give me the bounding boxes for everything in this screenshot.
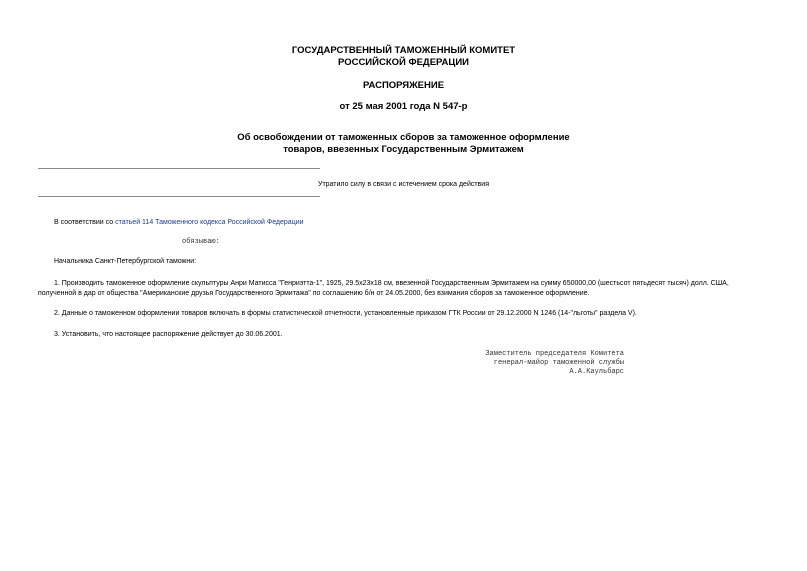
agency-name-line2: РОССИЙСКОЙ ФЕДЕРАЦИИ (337, 57, 469, 68)
signature-name: А.А.Каульбарс (569, 368, 624, 376)
item2-paragraph: 2. Данные о таможенном оформлении товаров включать в формы статистической отчетности, установленные приказом ГТК России от 29.12.2000 N 1246 (14-"льготы" раздела V). (54, 310, 637, 317)
document-type: РАСПОРЯЖЕНИЕ (362, 80, 445, 91)
signature-position: Заместитель председателя Комитета (485, 350, 624, 358)
code-article-link[interactable]: статьей 114 Таможенного кодекса Российской Федерации (115, 219, 304, 226)
signature-block (485, 350, 624, 377)
intro-prefix: В соответствии со (54, 219, 116, 226)
addressee-text: Начальника Санкт-Петербургской таможни: (54, 258, 197, 265)
item3-paragraph: 3. Установить, что настоящее распоряжение действует до 30.06.2001. (54, 331, 283, 338)
item1-line1: 1. Производить таможенное оформление скульптуры Анри Матисса "Генриэтта-1", 1925, 29.5х23х18 см, ввезенной Государственным Эрмитажем на сумму 650000,00 (шестьсот пятьдесят тысяч) долл. США, (54, 280, 729, 287)
divider-top (38, 168, 320, 169)
signature-rank: генерал-майор таможенной службы (493, 359, 624, 367)
obliges-text: обязываю: (182, 238, 220, 246)
agency-name-line1: ГОСУДАРСТВЕННЫЙ ТАМОЖЕННЫЙ КОМИТЕТ (291, 45, 516, 56)
status-note: Утратило силу в связи с истечением срока действия (318, 181, 489, 188)
document-title-line1: Об освобождении от таможенных сборов за таможенное оформление (237, 132, 570, 143)
intro-paragraph (54, 218, 304, 228)
divider-bottom (38, 196, 320, 197)
item1-line2: полученной в дар от общества "Американские друзья Государственного Эрмитажа" по соглашению б/н от 24.05.2000, без взимания сборов за таможенное оформление. (38, 290, 590, 297)
document-title-line2: товаров, ввезенных Государственным Эрмитажем (283, 144, 524, 155)
document-date: от 25 мая 2001 года N 547-р (339, 101, 468, 112)
